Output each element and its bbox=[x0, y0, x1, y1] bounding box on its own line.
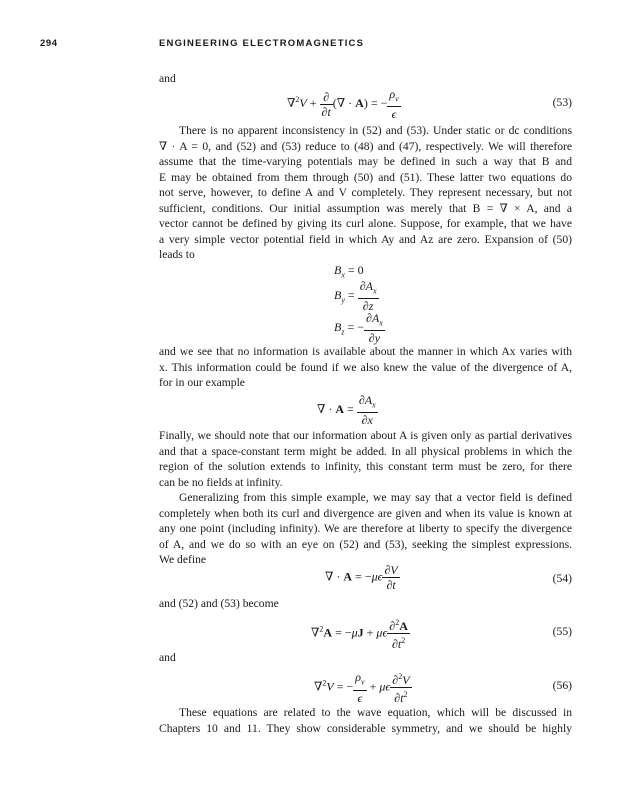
p3-line-3: region of the solution extends to infinity, this constant term must be zero, for there bbox=[159, 460, 572, 473]
p1-line-7: vector cannot be defined by giving its curl alone. Suppose, for example, that we have bbox=[159, 217, 572, 230]
p4-line-4: of A, and we do so with an eye on (52) and (53), seeking the simplest expressions. bbox=[159, 537, 572, 551]
equation-53-number: (53) bbox=[552, 96, 572, 109]
and-line-2: and (52) and (53) become bbox=[159, 597, 279, 610]
p3-line-1: Finally, we should note that our information about A is given only as partial derivatives bbox=[159, 429, 572, 442]
p1-line-3: assume that the time-varying potentials may be defined in such a way that B and bbox=[159, 155, 572, 168]
equation-56-number: (56) bbox=[552, 679, 572, 692]
equation-55-number: (55) bbox=[552, 625, 572, 638]
equation-54: ∇ · A = −μϵ $\frac{\partial V}{\partial t}$ bbox=[325, 563, 398, 592]
p1-line-5: not serve, however, to define A and V completely. They represent necessary, but not bbox=[159, 186, 572, 199]
p1-line-8: a very simple vector potential field in which Ay and Az are zero. Expansion of (50) bbox=[159, 232, 572, 246]
equation-53: ∇$^2$V + $\frac{\partial}{\partial t}$ (∇ · A) = − $\frac{\rho_v}{\epsilon}$ bbox=[287, 87, 399, 122]
paragraph-4 bbox=[159, 490, 572, 568]
and-line-3: and bbox=[159, 651, 176, 664]
equation-div-a: ∇ · A = $\frac{\partial A_x}{\partial x}$ bbox=[317, 393, 376, 428]
p4-line-1: Generalizing from this simple example, we may say that a vector field is defined bbox=[179, 491, 572, 504]
paragraph-1 bbox=[159, 123, 572, 263]
p5-line-1: These equations are related to the wave equation, which will be discussed in bbox=[179, 706, 572, 719]
p3-line-4: can be no fields at infinity. bbox=[159, 475, 283, 489]
page-number: 294 bbox=[40, 38, 58, 49]
paragraph-2 bbox=[159, 344, 572, 391]
equation-55: ∇$^2$A = −μJ + μϵ $\frac{\partial^2A}{\partial t^2}$ bbox=[311, 618, 408, 651]
equation-bx: $B_x = 0$ bbox=[334, 263, 364, 280]
paragraph-5 bbox=[159, 705, 572, 736]
p2-line-2: x. This information could be found if we also knew the value of the divergence of A, bbox=[159, 360, 572, 374]
paragraph-3 bbox=[159, 428, 572, 490]
p1-line-1: There is no apparent inconsistency in (52) and (53). Under static or dc conditions bbox=[179, 124, 572, 137]
p2-line-1: and we see that no information is available about the manner in which Ax varies with bbox=[159, 345, 572, 358]
p3-line-2: and that a space-constant term might be added. In all physical problems in which the bbox=[159, 444, 572, 458]
p1-line-2: ∇ · A = 0, and (52) and (53) reduce to (48) and (47), respectively. We will therefore bbox=[159, 139, 572, 153]
p1-line-6: sufficient, conditions. Our initial assumption was merely that B = ∇ × A, and a bbox=[159, 201, 572, 215]
p4-line-3: any one point (including infinity). We are therefore at liberty to specify the divergence bbox=[159, 522, 572, 535]
p1-line-9: leads to bbox=[159, 248, 195, 261]
p1-line-4: E may be obtained from them through (50) and (51). These latter two equations do bbox=[159, 170, 572, 184]
and-line-1: and bbox=[159, 72, 176, 85]
p5-line-2: Chapters 10 and 11. They show considerable symmetry, and we should be highly bbox=[159, 721, 572, 735]
p4-line-2: completely when both its curl and divergence are given and when its value is known at bbox=[159, 506, 572, 520]
equation-bz: $B_z$ = − $\frac{\partial A_x}{\partial y}$ bbox=[334, 311, 383, 346]
running-title: ENGINEERING ELECTROMAGNETICS bbox=[159, 38, 365, 49]
p4-line-5: We define bbox=[159, 553, 207, 566]
equation-56: ∇$^2$V = − $\frac{\rho_v}{\epsilon}$ + μϵ $\frac{\partial^2V}{\partial t^2}$ bbox=[314, 670, 410, 705]
equation-54-number: (54) bbox=[552, 572, 572, 585]
equation-by: $B_y$ = $\frac{\partial A_x}{\partial z}$ bbox=[334, 279, 377, 314]
p2-line-3: for in our example bbox=[159, 376, 245, 389]
